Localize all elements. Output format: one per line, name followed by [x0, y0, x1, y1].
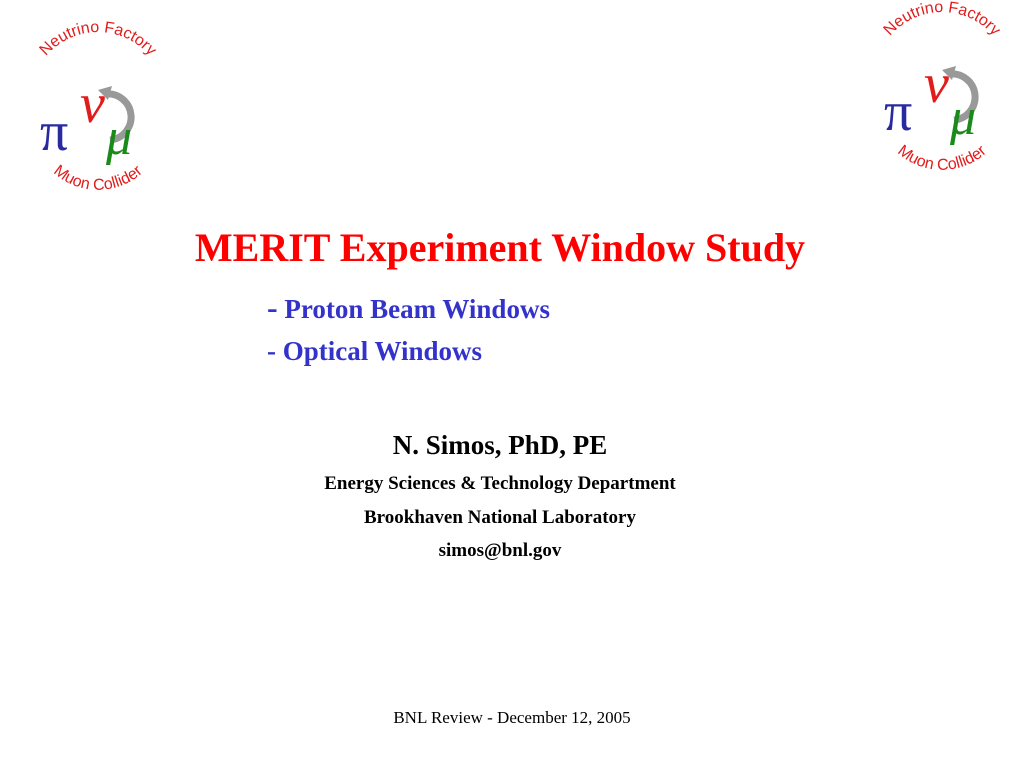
author-laboratory: Brookhaven National Laboratory [363, 507, 636, 528]
logo-graphic [862, 2, 1022, 177]
logo-mu-glyph: μ [950, 89, 977, 146]
logo-mu-glyph: μ [106, 109, 133, 166]
logo-graphic [18, 18, 178, 197]
logo-nu-glyph: ν [924, 53, 949, 115]
slide-title: MERIT Experiment Window Study [194, 225, 806, 270]
logo-pi-glyph: π [884, 81, 913, 143]
subtitle-dash: - [267, 289, 278, 325]
subtitle-proton-beam-windows [267, 290, 550, 326]
logo-bottom-text: Muon Collider [50, 162, 146, 194]
author-name: N. Simos, PhD, PE [392, 430, 608, 460]
subtitle-text: Proton Beam Windows [284, 294, 550, 324]
author-department: Energy Sciences & Technology Department [324, 473, 676, 494]
logo-nu-glyph: ν [80, 73, 105, 135]
logo-pi-glyph: π [40, 101, 69, 163]
author-email: simos@bnl.gov [438, 540, 562, 561]
logo-top-text: Neutrino Factory [880, 0, 1004, 39]
neutrino-factory-logo-right [862, 2, 1022, 177]
logo-top-text: Neutrino Factory [36, 18, 160, 59]
neutrino-factory-logo-left [18, 18, 178, 197]
logo-bottom-text: Muon Collider [894, 142, 990, 174]
slide-footer: BNL Review - December 12, 2005 [393, 708, 631, 727]
subtitle-optical-windows: - Optical Windows [267, 336, 483, 366]
